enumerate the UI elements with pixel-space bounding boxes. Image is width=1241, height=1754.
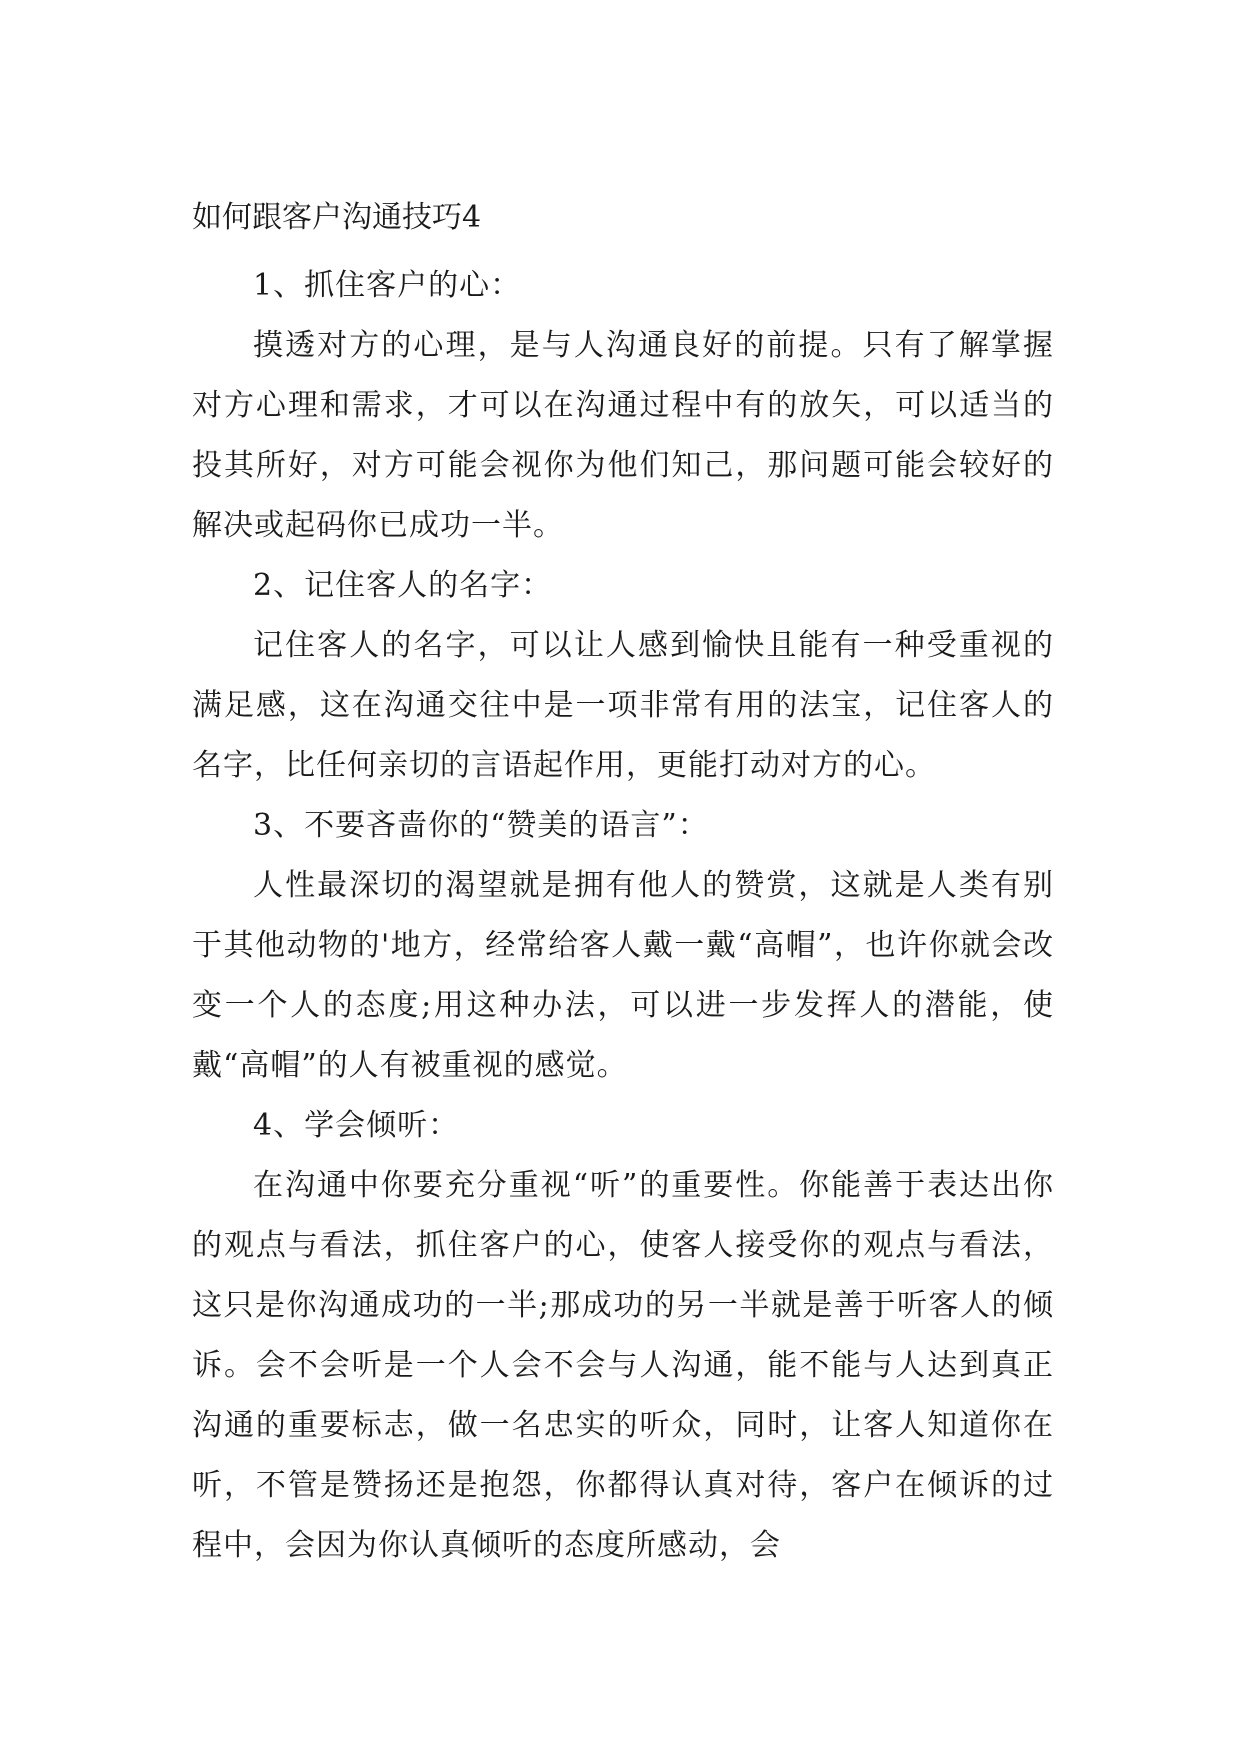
paragraph-1: 摸透对方的心理，是与人沟通良好的前提。只有了解掌握对方心理和需求，才可以在沟通过程中有的放矢，可以适当的投其所好，对方可能会视你为他们知己，那问题可能会较好的解决或起码你已成功一半。 — [192, 328, 1054, 543]
paragraph-2: 记住客人的名字，可以让人感到愉快且能有一种受重视的满足感，这在沟通交往中是一项非常有用的法宝，记住客人的名字，比任何亲切的言语起作用，更能打动对方的心。 — [192, 628, 1054, 783]
heading-2: 2、记住客人的名字： — [253, 568, 553, 603]
heading-1: 1、抓住客户的心： — [253, 268, 522, 303]
heading-3: 3、不要吝啬你的“赞美的语言”： — [253, 808, 709, 843]
paragraph-3: 人性最深切的渴望就是拥有他人的赞赏，这就是人类有别于其他动物的'地方，经常给客人戴一戴“高帽”，也许你就会改变一个人的态度;用这种办法，可以进一步发挥人的潜能，使戴“高帽”的人有被重视的感觉。 — [192, 868, 1054, 1083]
document-title: 如何跟客户沟通技巧4 — [192, 200, 482, 235]
document-body — [192, 256, 1054, 1576]
heading-4: 4、学会倾听： — [253, 1108, 460, 1143]
paragraph-4: 在沟通中你要充分重视“听”的重要性。你能善于表达出你的观点与看法，抓住客户的心，使客人接受你的观点与看法，这只是你沟通成功的一半;那成功的另一半就是善于听客人的倾诉。会不会听是一个人会不会与人沟通，能不能与人达到真正沟通的重要标志，做一名忠实的听众，同时，让客人知道你在听，不管是赞扬还是抱怨，你都得认真对待，客户在倾诉的过程中，会因为你认真倾听的态度所感动，会 — [192, 1168, 1054, 1563]
